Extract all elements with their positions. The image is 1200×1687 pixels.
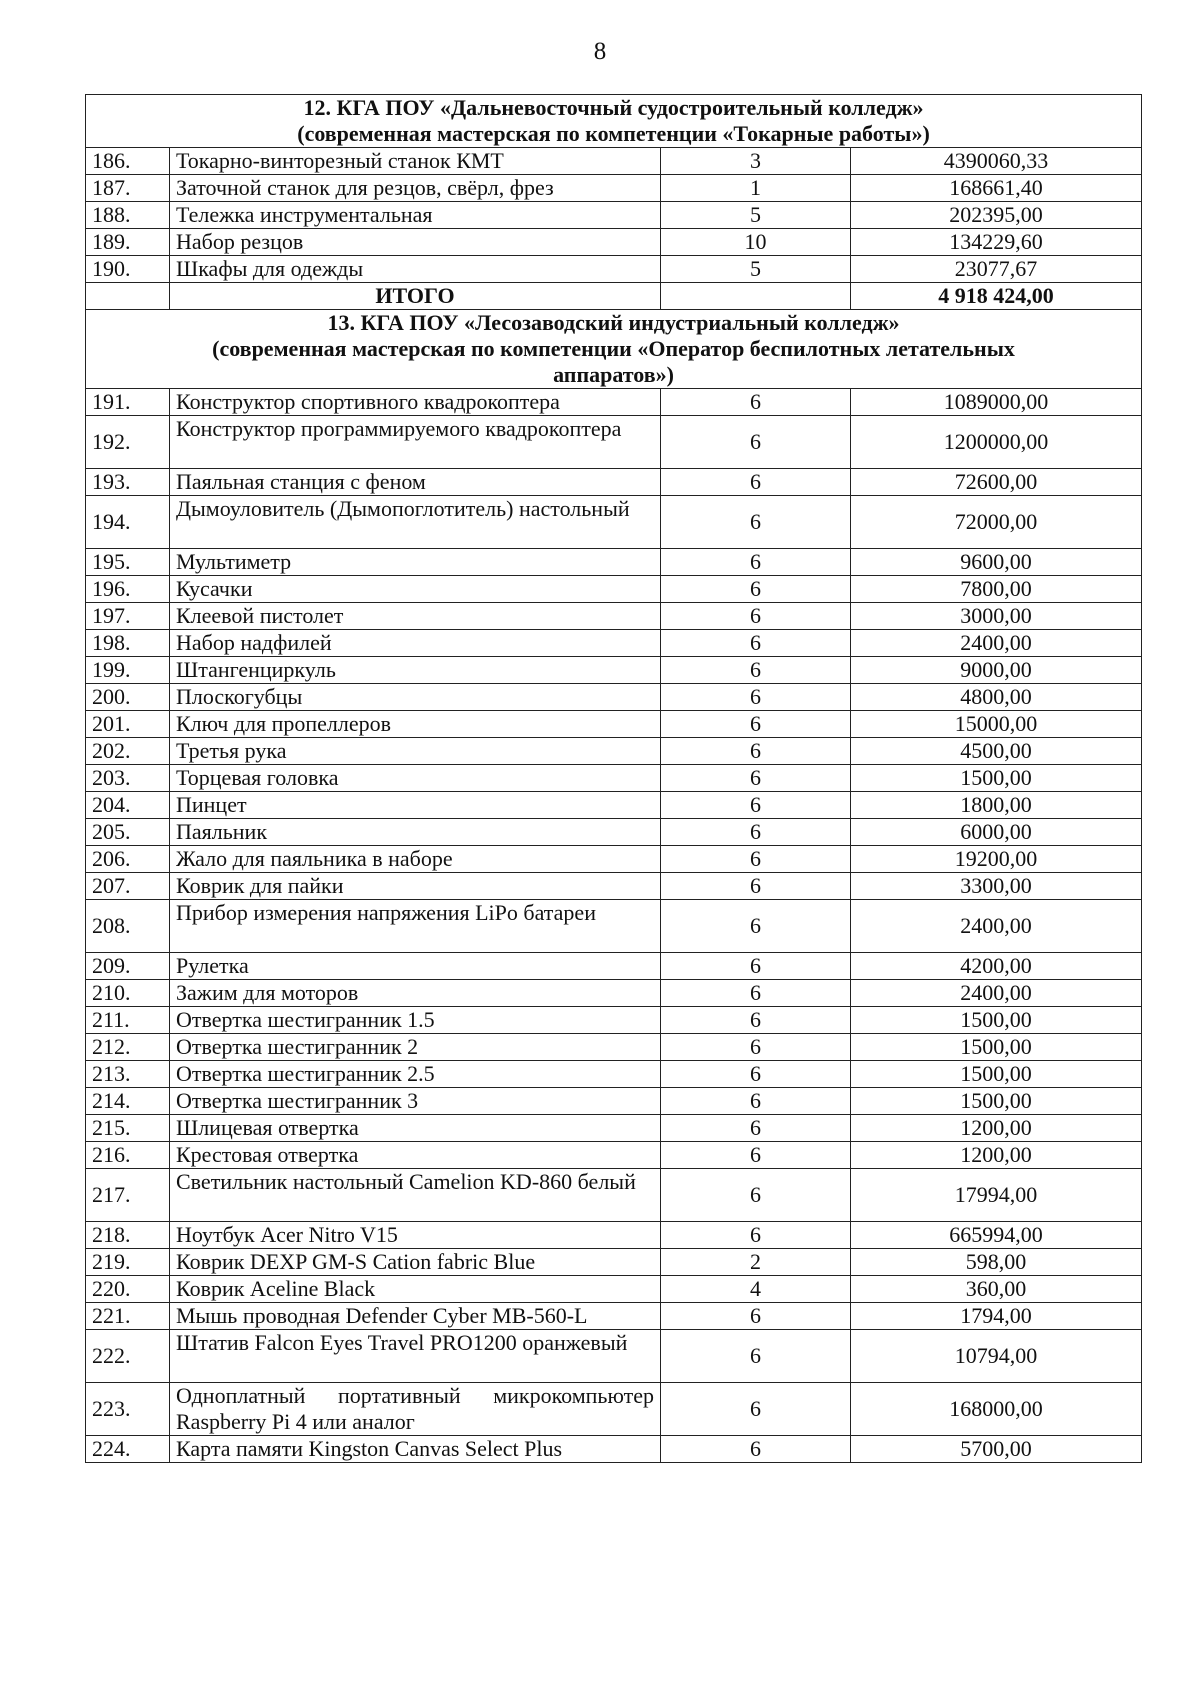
item-quantity: 6 [661,1303,851,1330]
item-quantity: 6 [661,980,851,1007]
item-quantity: 6 [661,416,851,469]
item-name: Коврик DEXP GM-S Cation fabric Blue [170,1249,661,1276]
item-name: Жало для паяльника в наборе [170,846,661,873]
item-amount: 72000,00 [851,496,1142,549]
item-name: Пинцет [170,792,661,819]
item-quantity: 1 [661,175,851,202]
table-row [86,765,1142,792]
item-quantity: 6 [661,738,851,765]
item-number: 202. [86,738,170,765]
table-row [86,603,1142,630]
item-amount: 4500,00 [851,738,1142,765]
table-row [86,416,1142,469]
table-row [86,900,1142,953]
item-name: Отвертка шестигранник 2 [170,1034,661,1061]
item-quantity: 6 [661,630,851,657]
item-quantity: 10 [661,229,851,256]
item-amount: 23077,67 [851,256,1142,283]
table-row [86,469,1142,496]
item-name: Дымоуловитель (Дымопоглотитель) настольный [170,496,661,549]
item-amount: 1500,00 [851,765,1142,792]
item-number: 224. [86,1436,170,1463]
item-number: 216. [86,1142,170,1169]
item-amount: 3000,00 [851,603,1142,630]
item-quantity: 6 [661,1115,851,1142]
item-amount: 1500,00 [851,1007,1142,1034]
total-label: ИТОГО [170,283,661,310]
item-amount: 1200000,00 [851,416,1142,469]
item-amount: 1800,00 [851,792,1142,819]
section-header [86,310,1142,389]
item-name: Отвертка шестигранник 2.5 [170,1061,661,1088]
item-number: 190. [86,256,170,283]
item-quantity: 6 [661,684,851,711]
item-amount: 5700,00 [851,1436,1142,1463]
item-name: Мультиметр [170,549,661,576]
item-amount: 168000,00 [851,1383,1142,1436]
page-number: 8 [593,38,607,65]
item-number: 192. [86,416,170,469]
item-quantity: 3 [661,148,851,175]
item-amount: 360,00 [851,1276,1142,1303]
item-number: 191. [86,389,170,416]
item-amount: 17994,00 [851,1169,1142,1222]
item-amount: 1200,00 [851,1142,1142,1169]
item-quantity: 6 [661,1088,851,1115]
item-amount: 3300,00 [851,873,1142,900]
table-row [86,1115,1142,1142]
table-row [86,175,1142,202]
item-quantity: 6 [661,900,851,953]
item-number: 209. [86,953,170,980]
table-row [86,1303,1142,1330]
item-number: 205. [86,819,170,846]
table-row [86,738,1142,765]
item-number: 217. [86,1169,170,1222]
item-number: 219. [86,1249,170,1276]
item-quantity: 6 [661,603,851,630]
item-quantity: 6 [661,1142,851,1169]
item-number: 189. [86,229,170,256]
item-name: Паяльная станция с феном [170,469,661,496]
item-amount: 72600,00 [851,469,1142,496]
item-amount: 2400,00 [851,900,1142,953]
item-quantity: 6 [661,846,851,873]
item-amount: 2400,00 [851,980,1142,1007]
item-amount: 2400,00 [851,630,1142,657]
item-quantity: 6 [661,792,851,819]
table-row [86,202,1142,229]
item-quantity: 6 [661,496,851,549]
item-amount: 134229,60 [851,229,1142,256]
item-number: 197. [86,603,170,630]
item-name: Штатив Falcon Eyes Travel PRO1200 оранжевый [170,1330,661,1383]
item-amount: 1500,00 [851,1061,1142,1088]
section-header-line: (современная мастерская по компетенции «Оператор беспилотных летательных аппаратов») [212,336,1015,387]
item-name: Плоскогубцы [170,684,661,711]
item-quantity: 6 [661,1330,851,1383]
table-row [86,980,1142,1007]
item-quantity: 6 [661,389,851,416]
section-header-line: 12. КГА ПОУ «Дальневосточный судостроительный колледж» [303,95,924,120]
total-row [86,283,1142,310]
item-number: 210. [86,980,170,1007]
table-row [86,1034,1142,1061]
table-row [86,846,1142,873]
item-name: Штангенциркуль [170,657,661,684]
item-name: Конструктор спортивного квадрокоптера [170,389,661,416]
item-amount: 10794,00 [851,1330,1142,1383]
item-number: 195. [86,549,170,576]
table-row [86,657,1142,684]
table-row [86,1142,1142,1169]
item-quantity: 4 [661,1276,851,1303]
table-row [86,1169,1142,1222]
item-amount: 1200,00 [851,1115,1142,1142]
table-row [86,953,1142,980]
item-name: Шлицевая отвертка [170,1115,661,1142]
item-number: 214. [86,1088,170,1115]
item-name: Паяльник [170,819,661,846]
item-amount: 665994,00 [851,1222,1142,1249]
item-name: Конструктор программируемого квадрокоптера [170,416,661,469]
item-name: Торцевая головка [170,765,661,792]
item-number: 186. [86,148,170,175]
item-name: Ключ для пропеллеров [170,711,661,738]
item-number: 220. [86,1276,170,1303]
table-row [86,1436,1142,1463]
item-quantity: 5 [661,256,851,283]
table-row [86,684,1142,711]
item-amount: 19200,00 [851,846,1142,873]
item-name: Клеевой пистолет [170,603,661,630]
item-quantity: 6 [661,1436,851,1463]
item-amount: 6000,00 [851,819,1142,846]
item-amount: 202395,00 [851,202,1142,229]
item-quantity: 6 [661,765,851,792]
item-number: 222. [86,1330,170,1383]
item-amount: 1500,00 [851,1034,1142,1061]
item-number: 198. [86,630,170,657]
table-row [86,711,1142,738]
section-header [86,95,1142,148]
item-name: Коврик для пайки [170,873,661,900]
item-number: 199. [86,657,170,684]
item-quantity: 2 [661,1249,851,1276]
item-number: 208. [86,900,170,953]
item-number: 194. [86,496,170,549]
item-quantity: 6 [661,873,851,900]
table-row [86,1330,1142,1383]
section-header-line: (современная мастерская по компетенции «Токарные работы») [297,121,930,146]
section-header-row [86,310,1142,389]
item-amount: 168661,40 [851,175,1142,202]
item-quantity: 5 [661,202,851,229]
table-row [86,873,1142,900]
item-quantity: 6 [661,1222,851,1249]
item-quantity: 6 [661,1061,851,1088]
item-amount: 4390060,33 [851,148,1142,175]
item-name: Коврик Aceline Black [170,1276,661,1303]
table-row [86,549,1142,576]
item-name: Набор надфилей [170,630,661,657]
item-number: 221. [86,1303,170,1330]
item-name: Зажим для моторов [170,980,661,1007]
section-header-line: 13. КГА ПОУ «Лесозаводский индустриальный колледж» [327,310,900,335]
item-quantity: 6 [661,711,851,738]
table-row [86,1383,1142,1436]
item-name: Шкафы для одежды [170,256,661,283]
total-value: 4 918 424,00 [851,283,1142,310]
item-quantity: 6 [661,819,851,846]
table-row [86,1061,1142,1088]
table-row [86,256,1142,283]
item-name: Кусачки [170,576,661,603]
item-name: Токарно-винторезный станок КМТ [170,148,661,175]
table-row [86,1222,1142,1249]
item-quantity: 6 [661,1007,851,1034]
table-row [86,1276,1142,1303]
item-amount: 7800,00 [851,576,1142,603]
item-amount: 1500,00 [851,1088,1142,1115]
item-name: Тележка инструментальная [170,202,661,229]
item-name: Заточной станок для резцов, свёрл, фрез [170,175,661,202]
table-row [86,1249,1142,1276]
item-number: 187. [86,175,170,202]
total-empty-cell [661,283,851,310]
item-name: Прибор измерения напряжения LiPo батареи [170,900,661,953]
item-name: Третья рука [170,738,661,765]
item-quantity: 6 [661,576,851,603]
item-number: 206. [86,846,170,873]
table-row [86,496,1142,549]
item-quantity: 6 [661,657,851,684]
item-quantity: 6 [661,1383,851,1436]
item-amount: 15000,00 [851,711,1142,738]
item-name: Одноплатный портативный микрокомпьютер Raspberry Pi 4 или аналог [170,1383,661,1436]
item-amount: 1794,00 [851,1303,1142,1330]
section-header-row [86,95,1142,148]
item-quantity: 6 [661,1034,851,1061]
table-row [86,389,1142,416]
item-amount: 4800,00 [851,684,1142,711]
item-number: 193. [86,469,170,496]
item-name: Отвертка шестигранник 1.5 [170,1007,661,1034]
item-number: 204. [86,792,170,819]
item-amount: 9600,00 [851,549,1142,576]
item-name: Ноутбук Acer Nitro V15 [170,1222,661,1249]
item-number: 201. [86,711,170,738]
item-amount: 598,00 [851,1249,1142,1276]
item-number: 200. [86,684,170,711]
item-number: 212. [86,1034,170,1061]
item-name: Карта памяти Kingston Canvas Select Plus [170,1436,661,1463]
table-row [86,148,1142,175]
item-name: Набор резцов [170,229,661,256]
item-number: 218. [86,1222,170,1249]
item-name: Рулетка [170,953,661,980]
table-row [86,1007,1142,1034]
item-name: Мышь проводная Defender Cyber MB-560-L [170,1303,661,1330]
item-name: Отвертка шестигранник 3 [170,1088,661,1115]
total-empty-cell [86,283,170,310]
table-row [86,630,1142,657]
item-number: 223. [86,1383,170,1436]
item-number: 203. [86,765,170,792]
item-amount: 1089000,00 [851,389,1142,416]
item-number: 211. [86,1007,170,1034]
table-row [86,819,1142,846]
table-row [86,792,1142,819]
table-row [86,229,1142,256]
table-row [86,576,1142,603]
item-number: 188. [86,202,170,229]
item-amount: 4200,00 [851,953,1142,980]
item-quantity: 6 [661,469,851,496]
item-number: 196. [86,576,170,603]
table-row [86,1088,1142,1115]
item-name: Светильник настольный Camelion KD-860 белый [170,1169,661,1222]
item-quantity: 6 [661,1169,851,1222]
item-quantity: 6 [661,953,851,980]
item-number: 213. [86,1061,170,1088]
item-quantity: 6 [661,549,851,576]
item-number: 207. [86,873,170,900]
equipment-table [85,94,1142,1463]
item-number: 215. [86,1115,170,1142]
item-name: Крестовая отвертка [170,1142,661,1169]
item-amount: 9000,00 [851,657,1142,684]
